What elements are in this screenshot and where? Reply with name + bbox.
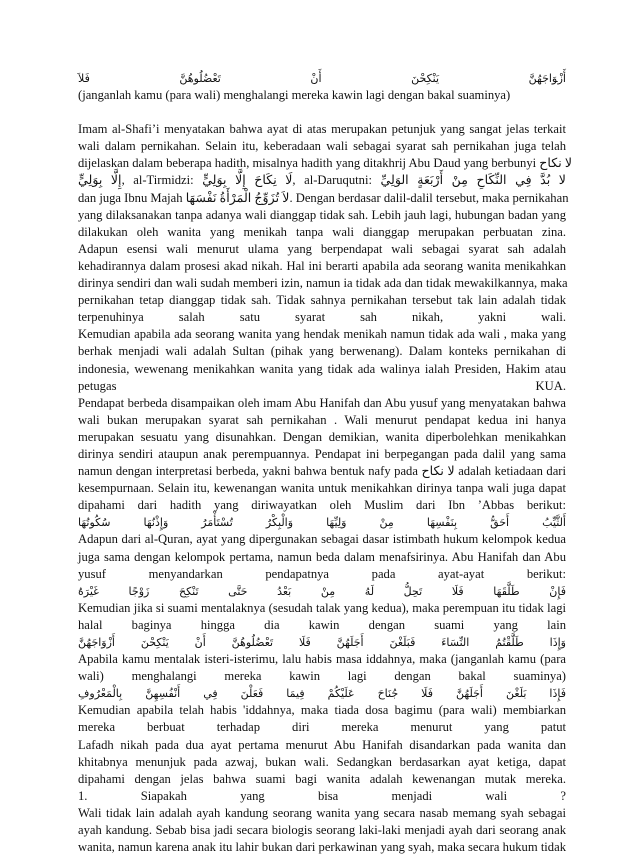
text-line: wanita, namun karena anak itu lahir bukan dari perkawinan yang syah, maka secara hukum tidak bbox=[78, 840, 566, 855]
arabic-verse-line: وَإِذَا طَلَّقْتُمُ النِّسَاءَ فَبَلَغْنَ أَجَلَهُنَّ فَلَا تَعْضُلُوهُنَّ أَنْ يَنْكِحْنَ أَزْوَاجَهُنَّ bbox=[78, 636, 566, 649]
arabic-verse-line: فَإِنْ طَلَّقَهَا فَلَا تَحِلُّ لَهُ مِنْ بَعْدُ حَتَّى تَنْكِحَ زَوْجًا غَيْرَهُ bbox=[78, 584, 566, 598]
text-line: wali) menghalangi mereka kawin lagi dengan bakal suaminya) bbox=[78, 669, 566, 684]
text-line: Kemudian apabila ada seorang wanita yang hendak menikah namun tidak ada wali , maka yang bbox=[78, 327, 566, 342]
text-line: dirinya sendiri dan wali sudah memberi izin, namun ia tidak ada dan tidak mewakilkannya, maka bbox=[78, 276, 568, 291]
text-line: Adapun esensi wali menurut ulama yang berpendapat wali sebagai syarat sah adalah bbox=[78, 241, 566, 256]
text-line: namun dengan interpretasi berbeda, yakni bahwa bentuk nafy pada لا نكاح adalah ketiadaan dari bbox=[78, 464, 567, 479]
text-line: kehadirannya dalam prosesi akad nikah. Hal ini berarti apabila ada seorang wanita menikahkan bbox=[78, 258, 566, 273]
text-line: (janganlah kamu (para wali) menghalangi mereka kawin lagi dengan bakal suaminya) bbox=[78, 88, 511, 103]
text-line: yusuf menyandarkan pendapatnya pada ayat-ayat berikut: bbox=[78, 566, 566, 581]
text-line: terpenuhinya salah satu syarat sah nikah, yakni wali. bbox=[78, 310, 566, 325]
text-line: dipahami dari hadith yang diriwayatkan oleh Muslim dari Ibn ’Abbas berikut: bbox=[78, 498, 566, 513]
text-line: khitabnya menunjuk pada azwaj, bukan wali. Sedangkan berdasarkan ayat ketiga, dapat bbox=[78, 754, 566, 769]
text-line: 1. Siapakah yang bisa menjadi wali ? bbox=[78, 788, 566, 803]
text-line: dan juga Ibnu Majah لاَ تُزَوِّجُ الْمَرْأَةُ نَفْسَهَا. Dengan berdasar dalil-dalil tersebut, maka pernikahan bbox=[78, 190, 569, 205]
text-line: Kemudian apabila telah habis 'iddahnya, maka tiada dosa bagimu (para wali) membiarkan bbox=[78, 703, 566, 718]
text-line: halal baginya hingga dia kawin dengan suami yang lain bbox=[78, 617, 566, 632]
text-line: dijelaskan dalam beberapa hadith, misalnya hadith yang ditakhrij Abu Daud yang berbunyi لا نكاح bbox=[78, 156, 573, 171]
text-line: Lafadh nikah pada dua ayat pertama menurut Abu Hanifah disandarkan pada wanita dan bbox=[78, 737, 566, 752]
text-line: Imam al-Shafi’i menyatakan bahwa ayat di atas merupakan petunjuk yang sangat jelas terkait bbox=[78, 122, 566, 137]
text-line: Kemudian jika si suami mentalaknya (sesudah talak yang kedua), maka perempuan itu tidak lagi bbox=[78, 600, 566, 615]
text-line: Adapun dari al-Quran, ayat yang dipergunakan sebagai dasar istimbath hukum kelompok kedua bbox=[78, 532, 566, 547]
text-line: Apabila kamu mentalak isteri-isterimu, lalu habis masa iddahnya, maka (janganlah kamu (para bbox=[78, 652, 566, 667]
text-line: Wali tidak lain adalah ayah kandung seorang wanita yang secara nasab memang syah sebagai bbox=[78, 805, 566, 820]
arabic-verse-line: فَإِذَا بَلَغْنَ أَجَلَهُنَّ فَلَا جُنَاحَ عَلَيْكُمْ فِيمَا فَعَلْنَ فِي أَنْفُسِهِنَّ بِالْمَعْرُوفِ bbox=[78, 687, 566, 701]
text-line: dirinya sendiri ataupun anak perempuannya. Pendapat ini berpegangan pada dalil yang sama bbox=[78, 446, 566, 461]
arabic-verse-line: أَلثَّيِّبُ أَحَقُّ بِنَفْسِهَا مِنْ وَلِيِّهَا وَالْبِكْرُ تُسْتَأْمَرُ وَإِذْنُهَا سُكُوتُهَا bbox=[78, 516, 566, 530]
text-line: indonesia, wewenang menikahkan wanita yang tidak ada walinya ialah Presiden, Hakim atau bbox=[78, 361, 566, 376]
text-line: pernikahan tetap dianggap tidak sah. Tidak sahnya pernikahan tersebut tak lain adalah tidak bbox=[78, 293, 566, 308]
document-page bbox=[78, 70, 573, 856]
text-line: kesempurnaan. Selain itu, kewenangan wanita untuk menikahkan dirinya tanpa wali juga dapat bbox=[78, 481, 566, 496]
paragraph-gap bbox=[78, 104, 566, 121]
text-line: berhak menjadi wali adalah Sultan (pihak yang berwenang). Dalam konteks pernikahan di bbox=[78, 344, 566, 359]
text-line: إِلَّا بِوَلِيٍّ, al-Tirmidzi: لَا نِكَاحَ إِلَّا بِوَلِيٍّ, al-Daruqutni: لا بُدَّ فِي النِّكَاحِ مِنْ أَرْبَعَةٍ الوَلِيِّ bbox=[78, 173, 566, 188]
text-line: wali dalam pernikahan. Selain itu, keberadaan wali sebagai syarat sah pernikahan juga telah bbox=[78, 139, 566, 154]
text-line: dilakukan oleh wanita yang menikah tanpa wali dianggap merupakan perbuatan zina. bbox=[78, 224, 566, 239]
text-line: mereka berbuat terhadap diri mereka menurut yang patut bbox=[78, 720, 566, 735]
text-line: juga sama dengan kelompok pertama, namun beda dalam menafsirinya. Abu Hanifah dan Abu bbox=[78, 549, 566, 564]
text-line: dipahami dengan jelas bahwa suami bagi wanita adalah kewenangan mutak mereka. bbox=[78, 771, 566, 786]
text-line: wali bukan merupakan syarat sah pernikahan . Wali menurut pendapat kedua ini hanya bbox=[78, 412, 566, 427]
text-line: merupakan sesuatu yang disunahkan. Dengan demikian, wanita diperbolehkan menikahkan bbox=[78, 429, 566, 444]
text-line: yang dilaksanakan tanpa adanya wali dianggap tidak sah. Lebih jauh lagi, hubungan badan yang bbox=[78, 207, 566, 222]
text-line: Pendapat berbeda disampaikan oleh imam Abu Hanifah dan Abu yusuf yang menyatakan bahwa bbox=[78, 395, 566, 410]
text-line: petugas KUA. bbox=[78, 378, 566, 393]
text-line: ayah kandung. Sebab bisa jadi secara biologis seorang laki-laki menjadi ayah dari seorang anak bbox=[78, 823, 566, 838]
arabic-verse-line: ﺃَﺯْﻮَﺍﺟَﻬُﻦَّ ﻳَﻨْﻜِﺤْﻦَ ﺃَﻥْ ﺗَﻌْﻀُﻠُﻮﻫُﻦَّ ﻓَﻼَ bbox=[78, 72, 566, 85]
